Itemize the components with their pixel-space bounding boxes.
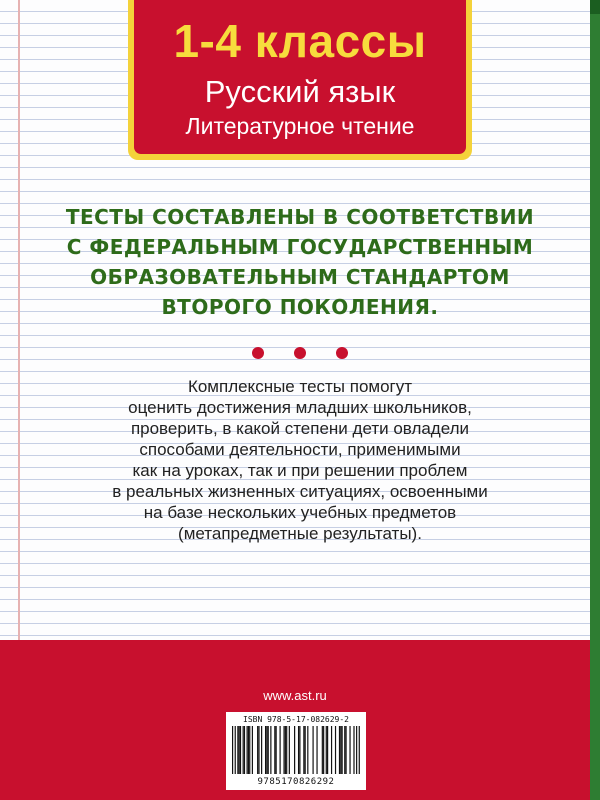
isbn-barcode (226, 712, 366, 790)
barcode-bar (303, 726, 304, 774)
headline-line: ОБРАЗОВАТЕЛЬНЫМ СТАНДАРТОМ (90, 265, 510, 289)
subject-russian: Русский язык (204, 74, 396, 109)
dot-ornament-icon (252, 347, 264, 359)
publisher-website: www.ast.ru (263, 688, 327, 703)
dot-ornament-icon (294, 347, 306, 359)
spine-edge-top (590, 0, 600, 14)
barcode-bar (335, 726, 336, 774)
barcode-bar (247, 726, 248, 774)
barcode-bar (289, 726, 290, 774)
barcode-bar (340, 726, 341, 774)
isbn-label: ISBN 978-5-17-082629-2 (243, 715, 349, 724)
barcode-bar (239, 726, 240, 774)
barcode-bar (353, 726, 354, 774)
barcode-bar (294, 726, 295, 774)
barcode-bar (345, 726, 346, 774)
fgos-headline (40, 202, 560, 322)
spine-edge (590, 0, 600, 800)
notebook-margin-line (18, 0, 20, 640)
barcode-bar (237, 726, 238, 774)
barcode-bar (339, 726, 340, 774)
barcode-bar (349, 726, 350, 774)
barcode-bar (249, 726, 250, 774)
barcode-bar (243, 726, 244, 774)
barcode-bar (240, 726, 241, 774)
barcode-bar (257, 726, 258, 774)
barcode-bar (331, 726, 332, 774)
barcode-digits: 9785170826292 (257, 777, 335, 787)
barcode-bar (323, 726, 324, 774)
dot-ornament (0, 346, 600, 360)
barcode-bar (276, 726, 277, 774)
barcode-bar (258, 726, 259, 774)
barcode-bar (307, 726, 308, 774)
subject-literature: Литературное чтение (185, 113, 415, 139)
description-line: в реальных жизненных ситуациях, освоенными (112, 482, 488, 501)
barcode-bar (280, 726, 281, 774)
barcode-bar (316, 726, 317, 774)
barcode-bar (265, 726, 266, 774)
description-line: способами деятельности, применимыми (139, 440, 461, 459)
barcode-bar (274, 726, 275, 774)
headline-line: ТЕСТЫ СОСТАВЛЕНЫ В СООТВЕТСТВИИ (65, 205, 535, 229)
barcode-bar (283, 726, 284, 774)
barcode-bar (344, 726, 345, 774)
barcode-bar (285, 726, 286, 774)
barcode-bar (305, 726, 306, 774)
barcode-bar (266, 726, 267, 774)
barcode-bar (327, 726, 328, 774)
barcode-bar (299, 726, 300, 774)
barcode-bar (232, 726, 233, 774)
description-line: оценить достижения младших школьников, (128, 398, 472, 417)
barcode-bar (268, 726, 269, 774)
barcode-bar (270, 726, 271, 774)
description-line: (метапредметные результаты). (178, 524, 422, 543)
description-text (40, 376, 560, 544)
barcode-bar (312, 726, 313, 774)
footer-band (0, 640, 590, 800)
headline-line: ВТОРОГО ПОКОЛЕНИЯ. (161, 295, 439, 319)
barcode-bar (235, 726, 236, 774)
grade-title: 1-4 классы (173, 15, 427, 67)
description-line: как на уроках, так и при решении проблем (132, 461, 468, 480)
barcode-bar (261, 726, 262, 774)
description-line: на базе нескольких учебных предметов (143, 503, 457, 522)
barcode-bar (359, 726, 360, 774)
description-line: проверить, в какой степени дети овладели (130, 419, 470, 438)
barcode-bar (322, 726, 323, 774)
grade-badge (128, 0, 472, 160)
description-line: Комплексные тесты помогут (187, 377, 413, 396)
barcode-bar (298, 726, 299, 774)
grade-badge-inner (134, 0, 466, 154)
headline-line: С ФЕДЕРАЛЬНЫМ ГОСУДАРСТВЕННЫМ (66, 235, 534, 259)
barcode-bar (286, 726, 287, 774)
barcode-bar (248, 726, 249, 774)
dot-ornament-icon (336, 347, 348, 359)
barcode-bar (342, 726, 343, 774)
barcode-bar (356, 726, 357, 774)
barcode-bar (252, 726, 253, 774)
barcode-icon (232, 726, 360, 774)
barcode-bar (244, 726, 245, 774)
barcode-bar (326, 726, 327, 774)
